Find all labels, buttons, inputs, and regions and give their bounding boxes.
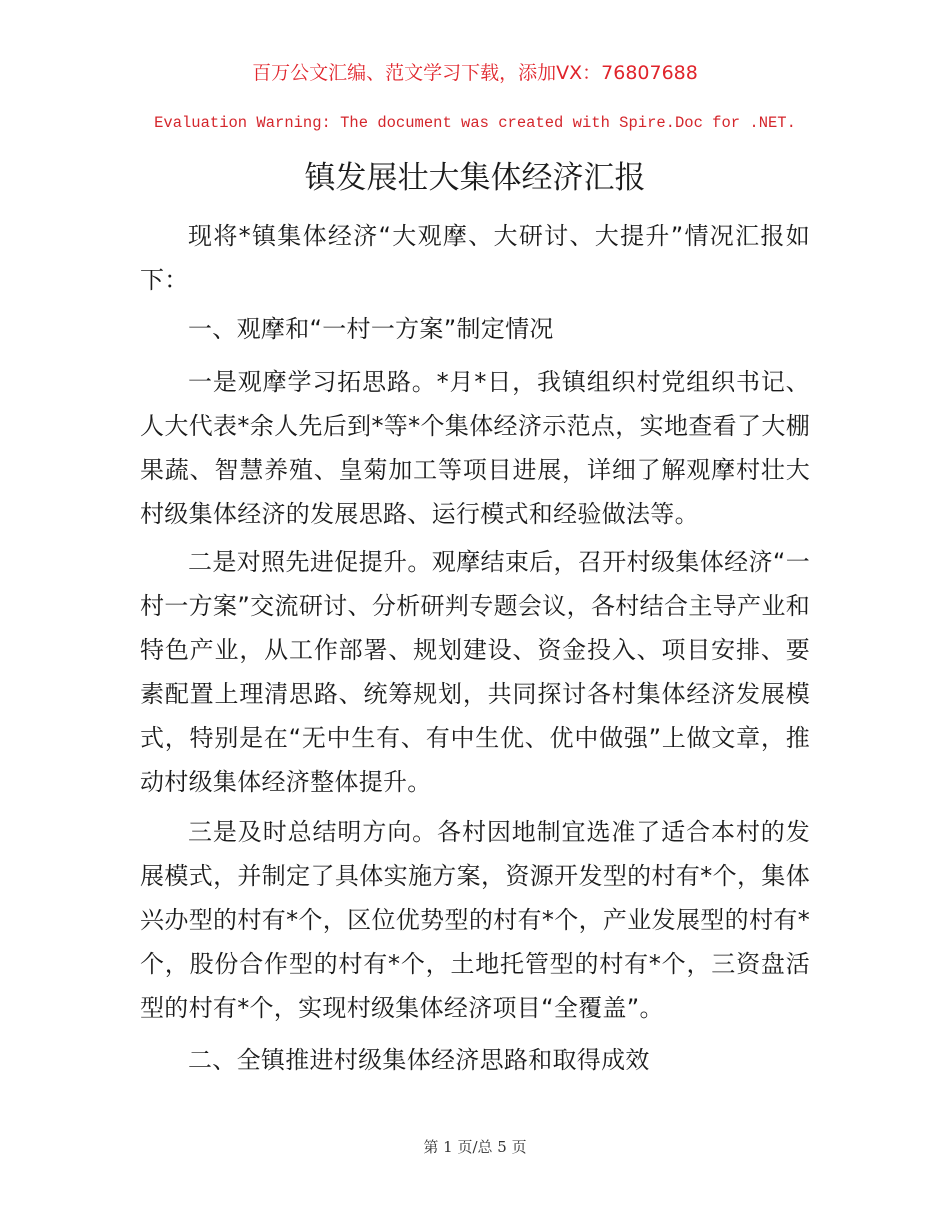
paragraph-intro [140, 214, 810, 302]
paragraph-2 [140, 540, 810, 804]
paragraph: 三是及时总结明方向。各村因地制宜选准了适合本村的发展模式，并制定了具体实施方案，资源开发型的村有*个，集体兴办型的村有*个，区位优势型的村有*个，产业发展型的村有*个，股份合作型的村有*个，土地托管型的村有*个，三资盘活型的村有*个，实现村级集体经济项目“全覆盖”。 [140, 818, 810, 1022]
section-heading-1 [140, 307, 810, 351]
paragraph: 现将*镇集体经济“大观摩、大研讨、大提升”情况汇报如下： [140, 222, 810, 294]
promo-banner: 百万公文汇编、范文学习下载，添加VX：76807688 [252, 62, 698, 84]
section-heading-2 [140, 1038, 810, 1082]
paragraph: 二是对照先进促提升。观摩结束后，召开村级集体经济“一村一方案”交流研讨、分析研判专题会议，各村结合主导产业和特色产业，从工作部署、规划建设、资金投入、项目安排、要素配置上理清思路、统筹规划，共同探讨各村集体经济发展模式，特别是在“无中生有、有中生优、优中做强”上做文章，推动村级集体经济整体提升。 [140, 548, 810, 796]
paragraph-3 [140, 810, 810, 1030]
document-title: 镇发展壮大集体经济汇报 [304, 160, 646, 196]
paragraph: 一是观摩学习拓思路。*月*日，我镇组织村党组织书记、人大代表*余人先后到*等*个集体经济示范点，实地查看了大棚果蔬、智慧养殖、皇菊加工等项目进展，详细了解观摩村壮大村级集体经济的发展思路、运行模式和经验做法等。 [140, 368, 810, 528]
heading: 一、观摩和“一村一方案”制定情况 [188, 315, 554, 343]
evaluation-warning: Evaluation Warning: The document was created with Spire.Doc for .NET. [154, 114, 796, 132]
page-indicator: 第 1 页/总 5 页 [423, 1138, 527, 1156]
paragraph-1 [140, 360, 810, 536]
heading: 二、全镇推进村级集体经济思路和取得成效 [188, 1046, 650, 1074]
